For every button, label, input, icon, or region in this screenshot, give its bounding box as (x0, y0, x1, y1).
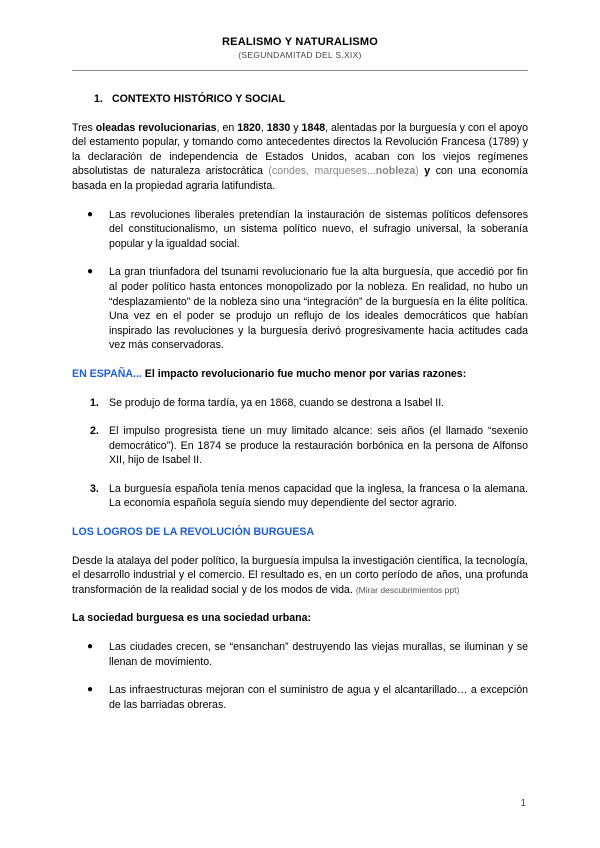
list-item-text: Se produjo de forma tardía, ya en 1868, cuando se destrona a Isabel II. (109, 396, 445, 409)
list-item-text: Las ciudades crecen, se “ensanchan” destruyendo las viejas murallas, se iluminan y se llenan de movimiento. (109, 641, 528, 668)
list-item-text: La gran triunfadora del tsunami revolucionario fue la alta burguesía, que accedió por fin al poder político hasta entonces monopolizado por la nobleza. En realidad, no hubo un “desplazamiento” de la nobleza sino una “integración” de la burguesía en la élite política. Una vez en el poder se produjo un reflujo de los ideales democráticos que habían inspirado las revoluciones y la burguesía derivó progresivamente hacia actitudes cada vez más conservadoras. (109, 266, 528, 352)
list-item-text: La burguesía española tenía menos capacidad que la inglesa, la francesa o la alemana. La economía española seguía siendo muy dependiente del sector agrario. (109, 482, 528, 510)
list-number: 3. (90, 482, 99, 495)
intro-bold-oleadas: oleadas revolucionarias (95, 121, 217, 134)
list-number: 2. (90, 425, 99, 438)
list-item (72, 265, 528, 353)
logros-note: (Mirar descubrimientos ppt) (355, 584, 460, 595)
list-number: 1. (90, 396, 99, 409)
document-subtitle: (SEGUNDAMITAD DEL S.XIX) (238, 50, 362, 60)
urbana-heading: La sociedad burguesa es una sociedad urbana: (72, 612, 312, 625)
intro-text: con una economía basada en la propiedad agraria latifundista. (72, 165, 529, 192)
bullet-list-revoluciones (72, 208, 528, 353)
document-body (72, 92, 528, 726)
list-item (72, 396, 528, 411)
list-item (72, 424, 528, 468)
list-item (72, 208, 528, 252)
intro-text: y (418, 165, 431, 178)
intro-paragraph (72, 121, 528, 194)
list-item-text: Las infraestructuras mejoran con el suministro de agua y el alcantarillado… a excepción de las barriadas obreras. (109, 684, 528, 711)
logros-text: Desde la atalaya del poder político, la burguesía impulsa la investigación científica, la tecnología, el desarrollo industrial y el comercio. El resultado es, en un corto período de años, una profunda transformación de la realidad social y de los modos de vida. (72, 554, 528, 596)
bullet-list-urbana (72, 640, 528, 712)
bullet-dot-icon: ● (87, 266, 94, 278)
spain-heading (72, 367, 528, 382)
page-header (0, 36, 600, 60)
spain-text: El impacto revolucionario fue mucho menor por varias razones: (141, 367, 467, 380)
section-number: 1. (94, 93, 103, 105)
intro-text: , alentadas por la burguesía y con el apoyo del estamento popular, y tomando como antecedentes directos la Revolución Francesa (1789) y la declaración de independencia de Estados Unidos, acaban con los viejos regímenes absolutistas de naturaleza aristocrática (72, 121, 528, 178)
bullet-dot-icon: ● (87, 641, 94, 653)
page-number: 1 (520, 798, 526, 809)
document-title: REALISMO Y NATURALISMO (222, 36, 378, 48)
year-1830: 1830 (266, 121, 291, 134)
bullet-dot-icon: ● (87, 208, 94, 220)
numbered-list-razones (72, 396, 528, 512)
section-title: CONTEXTO HISTÓRICO Y SOCIAL (112, 93, 286, 105)
year-1848: 1848 (301, 121, 326, 134)
intro-text: , (260, 121, 267, 134)
list-item (72, 640, 528, 669)
list-item (72, 482, 528, 511)
bullet-dot-icon: ● (87, 684, 94, 696)
section-heading-logros: LOS LOGROS DE LA REVOLUCIÓN BURGUESA (72, 526, 315, 539)
list-item-text: El impulso progresista tiene un muy limitado alcance: seis años (el llamado “sexenio democrático”). En 1874 se produce la restauración borbónica en la persona de Alfonso XII, hijo de Isabel II. (109, 425, 528, 467)
list-item (72, 683, 528, 712)
intro-gray-nobleza: nobleza (375, 165, 416, 178)
logros-paragraph (72, 554, 528, 598)
intro-text: y (290, 121, 302, 134)
header-divider (72, 70, 528, 71)
section-heading-contexto (94, 92, 528, 107)
intro-gray-note: ) (415, 165, 419, 178)
list-item-text: Las revoluciones liberales pretendían la instauración de sistemas políticos defensores del constitucionalismo, un sistema político nuevo, el sufragio universal, la soberanía popular y la igualdad social. (109, 208, 528, 250)
intro-text: Tres (72, 121, 96, 134)
spain-label: EN ESPAÑA... (72, 367, 142, 380)
year-1820: 1820 (237, 121, 261, 134)
intro-text: , en (216, 121, 238, 134)
intro-gray-note: (condes, marqueses... (268, 165, 376, 178)
